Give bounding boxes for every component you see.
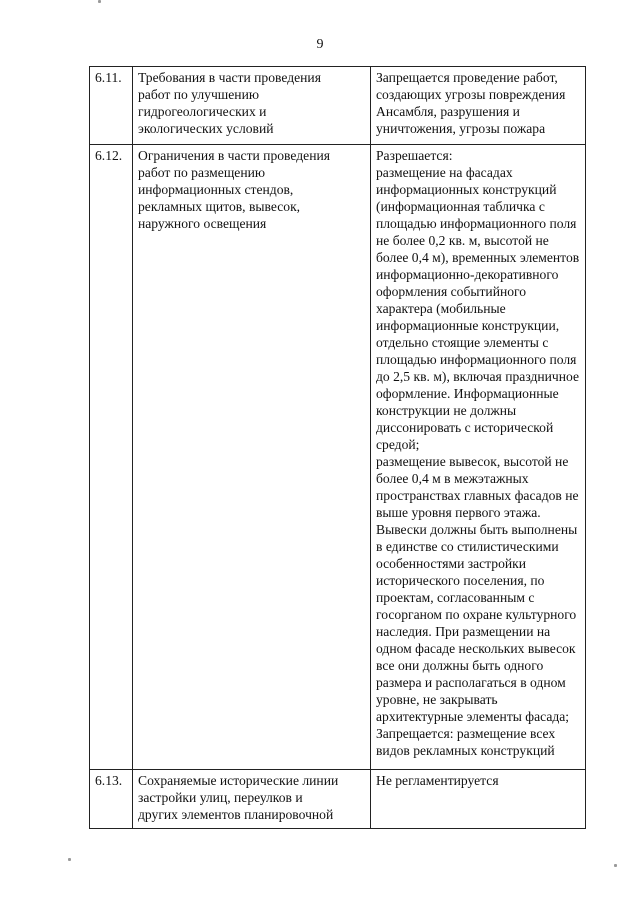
row-requirement-cell (371, 67, 586, 145)
row-number-cell (90, 67, 133, 145)
row-name: Требования в части проведения работ по улучшению гидрогеологических и экологических условий (138, 70, 321, 136)
scan-mark (98, 0, 101, 3)
scan-mark (614, 864, 617, 867)
row-number: 6.12. (95, 148, 123, 163)
row-name: Ограничения в части проведения работ по размещению информационных стендов, рекламных щитов, вывесок, наружного освещения (138, 148, 330, 231)
table-row (90, 145, 586, 770)
page-number: 9 (316, 37, 324, 52)
row-requirement-cell (371, 145, 586, 770)
row-number-cell (90, 145, 133, 770)
row-requirement: Запрещается проведение работ, создающих угрозы повреждения Ансамбля, разрушения и уничтожения, угрозы пожара (376, 70, 566, 136)
row-requirement-cell (371, 770, 586, 829)
row-name-cell (133, 67, 371, 145)
row-number: 6.13. (95, 773, 123, 788)
row-name-cell (133, 770, 371, 829)
scan-mark (68, 858, 71, 861)
row-requirement: Разрешается: размещение на фасадах информационных конструкций (информационная табличка с площадью информационного поля не более 0,2 кв. м, высотой не более 0,4 м), временных элементов информационно-декоративного оформления событийного характера (мобильные информационные конструкции, отдельно стоящие элементы с площадью информационного поля до 2,5 кв. м), включая праздничное оформление. Информационные конструкции не должны диссонировать с исторической средой; размещение вывесок, высотой не более 0,4 м в межэтажных пространствах главных фасадов не выше уровня первого этажа. Вывески должны быть выполнены в единстве со стилистическими особенностями застройки исторического поселения, по проектам, согласованным с госорганом по охране культурного наследия. При размещении на одном фасаде нескольких вывесок все они должны быть одного размера и располагаться в одном уровне, не закрывать архитектурные элементы фасада; Запрещается: размещение всех видов рекламных конструкций (376, 148, 580, 758)
row-number-cell (90, 770, 133, 829)
row-name-cell (133, 145, 371, 770)
table-row (90, 67, 586, 145)
row-requirement: Не регламентируется (376, 773, 499, 788)
table-row (90, 770, 586, 829)
regulation-table (89, 66, 586, 829)
row-number: 6.11. (95, 70, 122, 85)
row-name: Сохраняемые исторические линии застройки улиц, переулков и других элементов планировочной (138, 773, 339, 822)
